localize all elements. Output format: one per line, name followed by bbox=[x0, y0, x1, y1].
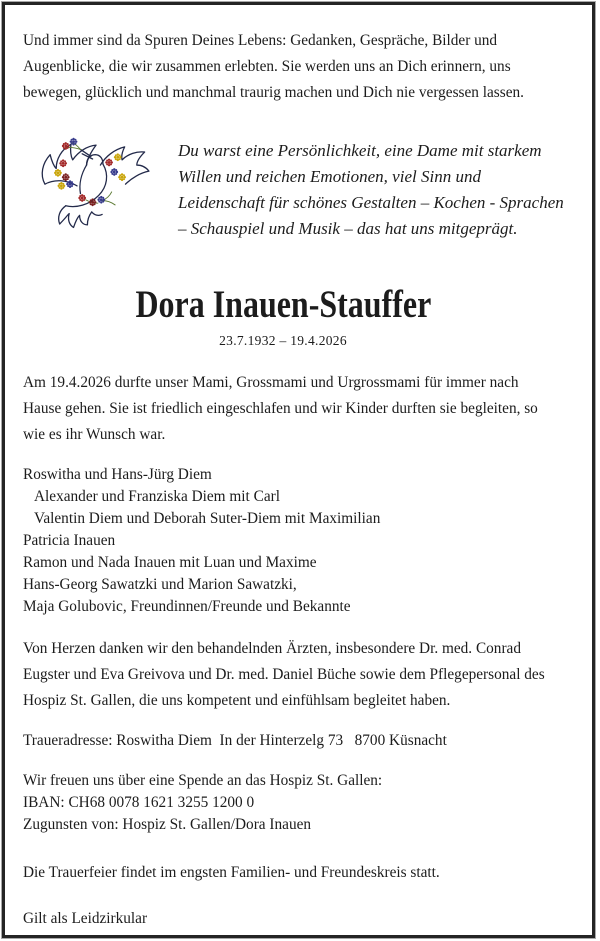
donation-iban: IBAN: CH68 0078 1621 3255 1200 0 bbox=[23, 794, 255, 811]
donation-line: Wir freuen uns über eine Spende an das Hospiz St. Gallen: bbox=[23, 772, 383, 789]
thanks-line: Von Herzen danken wir den behandelnden Ärzten, insbesondere Dr. med. Conrad bbox=[23, 640, 521, 657]
dove-and-tribute-row bbox=[23, 136, 582, 242]
funeral-note: Die Trauerfeier findet im engsten Familien- und Freundeskreis statt. bbox=[23, 864, 440, 881]
announcement-line: Hause gehen. Sie ist friedlich eingeschlafen und wir Kinder durften sie begleiten, so bbox=[23, 400, 538, 417]
deceased-name: Dora Inauen-Stauffer bbox=[135, 283, 431, 326]
announcement-line: wie es ihr Wunsch war. bbox=[23, 426, 166, 443]
thanks-line: Hospiz St. Gallen, die uns kompetent und einfühlsam begleitet haben. bbox=[23, 692, 451, 709]
family-line: Alexander und Franziska Diem mit Carl bbox=[34, 488, 280, 505]
family-line: Roswitha und Hans-Jürg Diem bbox=[23, 466, 212, 483]
family-line: Valentin Diem und Deborah Suter-Diem mit Maximilian bbox=[34, 510, 381, 527]
circular-note: Gilt als Leidzirkular bbox=[23, 910, 148, 927]
tribute-line: – Schauspiel und Musik – das hat uns mitgeprägt. bbox=[178, 219, 518, 238]
life-dates: 23.7.1932 – 19.4.2026 bbox=[219, 333, 347, 348]
tribute-quote bbox=[178, 138, 564, 242]
family-line: Maja Golubovic, Freundinnen/Freunde und Bekannte bbox=[23, 598, 351, 615]
donation-info bbox=[23, 770, 582, 836]
obituary-content bbox=[5, 5, 592, 935]
title-block bbox=[23, 282, 543, 328]
intro-paragraph bbox=[23, 28, 582, 106]
flower-blossoms bbox=[54, 138, 126, 206]
announcement-line: Am 19.4.2026 durfte unser Mami, Grossmami und Urgrossmami für immer nach bbox=[23, 374, 519, 391]
family-line: Ramon und Nada Inauen mit Luan und Maxime bbox=[23, 554, 317, 571]
announcement-paragraph bbox=[23, 370, 582, 448]
thanks-paragraph bbox=[23, 636, 582, 714]
intro-line: Augenblicke, die wir zusammen erlebten. Sie werden uns an Dich erinnern, uns bbox=[23, 58, 511, 75]
thanks-line: Eugster und Eva Greivova und Dr. med. Daniel Büche sowie dem Pflegepersonal des bbox=[23, 666, 545, 683]
donation-beneficiary: Zugunsten von: Hospiz St. Gallen/Dora Inauen bbox=[23, 816, 312, 833]
family-line: Hans-Georg Sawatzki und Marion Sawatzki, bbox=[23, 576, 297, 593]
family-line: Patricia Inauen bbox=[23, 532, 116, 549]
dove-with-flowers-icon bbox=[25, 136, 155, 234]
mourning-address: Traueradresse: Roswitha Diem In der Hinterzelg 73 8700 Küsnacht bbox=[23, 732, 447, 749]
tribute-line: Willen und reichen Emotionen, viel Sinn und bbox=[178, 167, 481, 186]
intro-line: Und immer sind da Spuren Deines Lebens: Gedanken, Gespräche, Bilder und bbox=[23, 32, 498, 49]
family-list bbox=[23, 464, 582, 618]
tribute-line: Leidenschaft für schönes Gestalten – Kochen - Sprachen bbox=[178, 193, 564, 212]
intro-line: bewegen, glücklich und manchmal traurig machen und Dich nie vergessen lassen. bbox=[23, 84, 524, 101]
tribute-line: Du warst eine Persönlichkeit, eine Dame mit starkem bbox=[178, 141, 542, 160]
flower-stems bbox=[66, 143, 115, 205]
